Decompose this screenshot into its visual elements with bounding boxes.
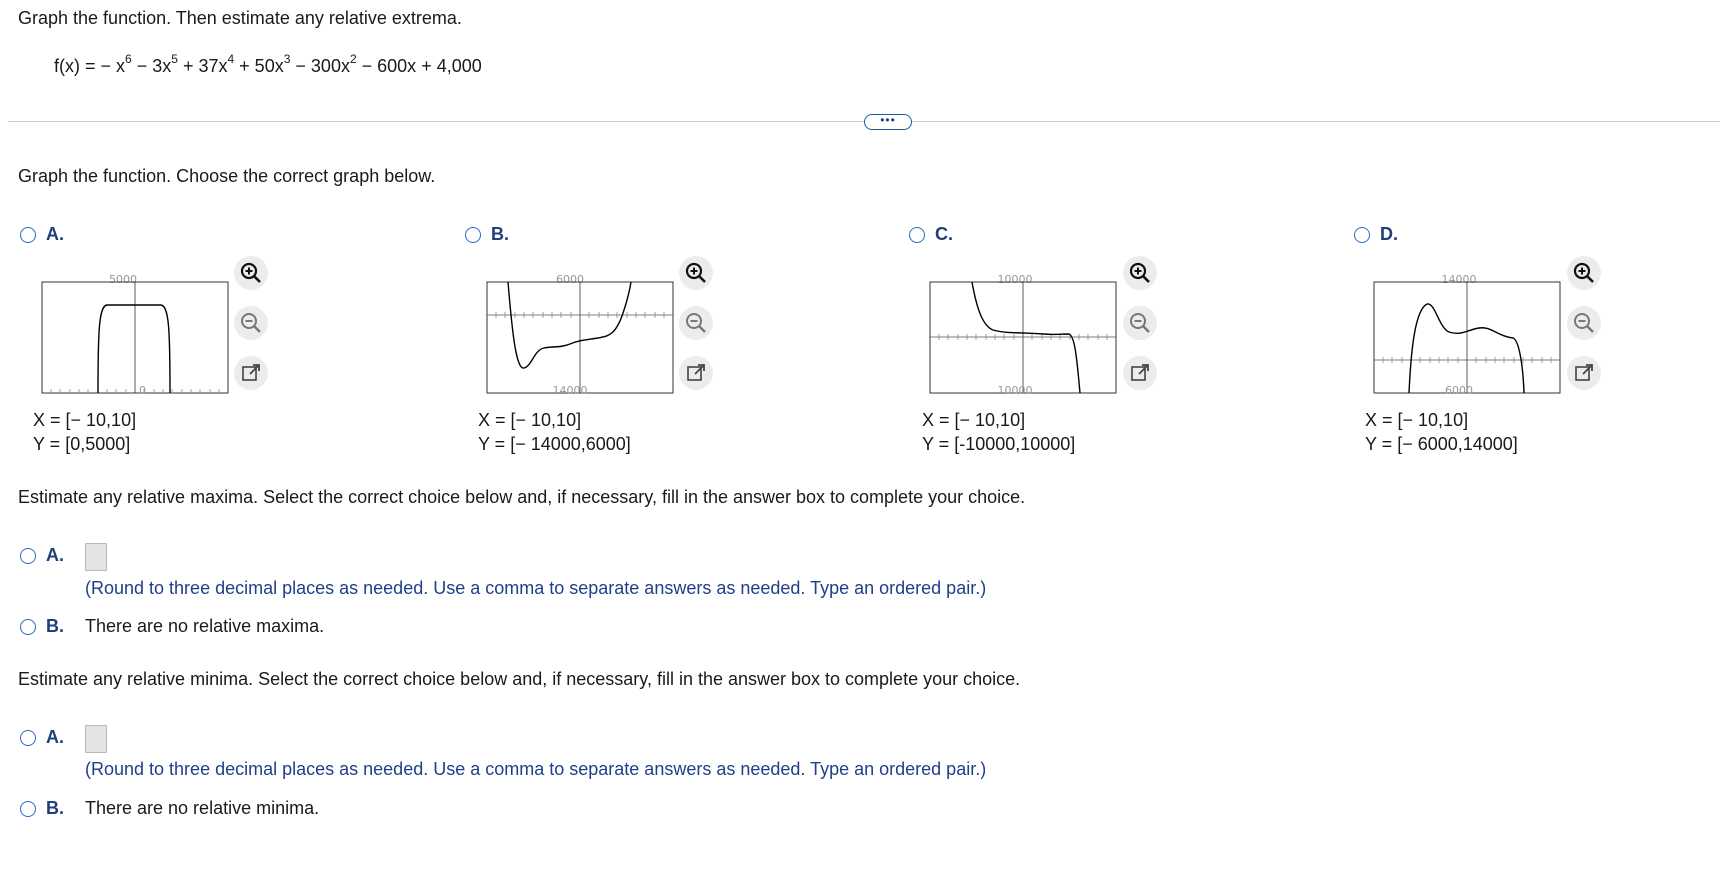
graph-a-zoom-out-button[interactable]	[234, 306, 268, 340]
question-instruction: Graph the function. Then estimate any relative extrema.	[18, 8, 462, 28]
graph-option-c[interactable]	[923, 270, 1123, 400]
graph-d-expand-button[interactable]	[1567, 356, 1601, 390]
graph-d-bottom-label: 6000	[1445, 384, 1473, 397]
term-5: − $300x^2$	[290, 52, 357, 76]
graph-d-zoom-in-button[interactable]	[1567, 256, 1601, 290]
graph-option-a[interactable]	[35, 270, 235, 400]
maxima-option-a-radio[interactable]	[20, 548, 36, 564]
graph-option-a-radio[interactable]	[20, 227, 36, 243]
graph-d-zoom-out-button[interactable]	[1567, 306, 1601, 340]
graph-option-b-radio[interactable]	[465, 227, 481, 243]
graph-d-y-range: Y = [− 6000,14000]	[1365, 434, 1518, 454]
graph-c-y-range: Y = [-10000,10000]	[922, 434, 1076, 454]
graph-b-x-range: X = [− 10,10]	[478, 410, 582, 430]
graph-b-bottom-label: 14000	[552, 384, 588, 397]
maxima-option-b-radio[interactable]	[20, 619, 36, 635]
graph-b-y-range: Y = [− 14000,6000]	[478, 434, 631, 454]
more-options-button[interactable]: •••	[864, 114, 912, 130]
term-6: − 600x + 4,000	[356, 56, 482, 76]
function-expression	[54, 52, 482, 77]
graph-c-x-range: X = [− 10,10]	[922, 410, 1026, 430]
graph-option-d[interactable]	[1367, 270, 1567, 400]
graph-a-x-range: X = [− 10,10]	[33, 410, 137, 430]
graph-b-top-label: 6000	[556, 273, 584, 286]
minima-option-b-radio[interactable]	[20, 801, 36, 817]
minima-prompt: Estimate any relative minima. Select the correct choice below and, if necessary, fill in the answer box to complete your choice.	[18, 669, 1021, 689]
minima-answer-input[interactable]	[85, 725, 107, 753]
minima-option-a-radio[interactable]	[20, 730, 36, 746]
graph-a-zoom-in-button[interactable]	[234, 256, 268, 290]
graph-d-top-label: 14000	[1441, 273, 1477, 286]
term-4: + $50x^3$	[234, 52, 291, 76]
minima-option-a-letter: A.	[46, 727, 64, 747]
maxima-option-b-text: There are no relative maxima.	[85, 616, 325, 636]
graph-a-y-range: Y = [0,5000]	[33, 434, 131, 454]
maxima-hint: (Round to three decimal places as needed. Use a comma to separate answers as needed. Type an ordered pair.)	[85, 578, 987, 598]
term-1: − $x^6$	[100, 52, 132, 76]
graph-b-zoom-out-button[interactable]	[679, 306, 713, 340]
graph-c-expand-button[interactable]	[1123, 356, 1157, 390]
term-3: + $37x^4$	[177, 52, 235, 76]
graph-a-top-label: 5000	[109, 273, 137, 286]
graph-option-b-letter: B.	[491, 224, 509, 244]
maxima-prompt: Estimate any relative maxima. Select the correct choice below and, if necessary, fill in the answer box to complete your choice.	[18, 487, 1026, 507]
graph-option-d-radio[interactable]	[1354, 227, 1370, 243]
maxima-answer-input[interactable]	[85, 543, 107, 571]
graph-d-x-range: X = [− 10,10]	[1365, 410, 1469, 430]
graph-c-zoom-out-button[interactable]	[1123, 306, 1157, 340]
function-lhs: f(x) =	[54, 56, 101, 76]
graph-option-c-radio[interactable]	[909, 227, 925, 243]
graph-c-zoom-in-button[interactable]	[1123, 256, 1157, 290]
graph-option-b[interactable]	[480, 270, 680, 400]
graph-option-a-letter: A.	[46, 224, 64, 244]
maxima-option-b-letter: B.	[46, 616, 64, 636]
minima-option-b-letter: B.	[46, 798, 64, 818]
graph-option-c-letter: C.	[935, 224, 953, 244]
graph-b-expand-button[interactable]	[679, 356, 713, 390]
graph-a-bottom-label: 0	[139, 384, 146, 397]
minima-hint: (Round to three decimal places as needed. Use a comma to separate answers as needed. Type an ordered pair.)	[85, 759, 987, 779]
graph-c-top-label: 10000	[997, 273, 1033, 286]
maxima-option-a-letter: A.	[46, 545, 64, 565]
graph-c-bottom-label: 10000	[997, 384, 1033, 397]
graph-prompt: Graph the function. Choose the correct graph below.	[18, 166, 436, 186]
graph-a-expand-button[interactable]	[234, 356, 268, 390]
graph-b-zoom-in-button[interactable]	[679, 256, 713, 290]
minima-option-b-text: There are no relative minima.	[85, 798, 320, 818]
graph-option-d-letter: D.	[1380, 224, 1398, 244]
term-2: − $3x^5$	[131, 52, 178, 76]
